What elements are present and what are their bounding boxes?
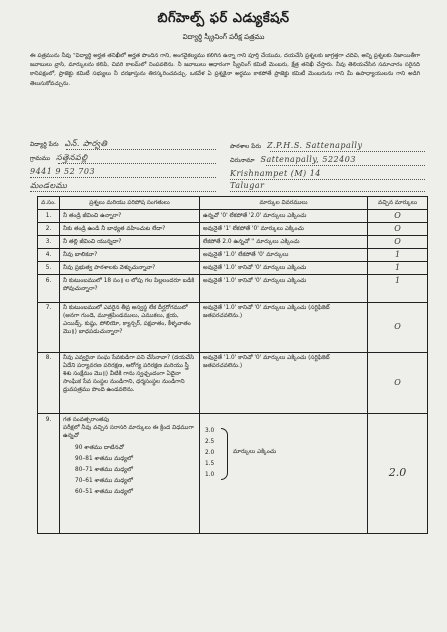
q9-marks-scale	[203, 416, 364, 496]
row-score-value: 1	[394, 262, 401, 272]
district-field[interactable]	[230, 169, 321, 178]
row-number: 6.	[38, 275, 60, 303]
row-question: నీవు ప్రభుత్వ పాఠశాలకు వెళ్ళుచున్నావా?	[60, 262, 200, 275]
village-underline	[58, 163, 216, 164]
row-question: నీవు ఎవ్వరైనా సంఘ సేవకుడిగా పని చేసినావా? (దయచేసి ఏదేని పర్యావరణ పరిరక్షణ, ఆరోగ్య పరిరక్షణ మరియు స్త్రీ శిశు సంక్షేమం మొ॥) వీటికి గాను స్వఛ్చందంగా ఏదైనా సాంఘిక సేవ సంస్థల నుండిగాని, ధర్మసంస్థల నుండిగాని ధ్రువపత్రము పొంది ఉండవలెను.	[60, 352, 200, 413]
row-score-cell[interactable]	[368, 414, 428, 534]
row-question: నీ తల్లి జీవించి యున్నదా?	[60, 236, 200, 249]
table-row	[38, 262, 428, 275]
form-title: బిగ్‌హెల్ప్ ఫర్ ఎడ్యుకేషన్	[157, 11, 290, 26]
table-row	[38, 236, 428, 249]
district2-underline	[230, 191, 425, 192]
row-score-value: O	[394, 321, 401, 331]
student-name-value: ఎన్. పార్వతి	[64, 139, 108, 148]
row-score-cell[interactable]	[368, 236, 428, 249]
school-name-underline	[270, 151, 425, 152]
phone-field[interactable]	[30, 167, 95, 176]
list-item: 90–81 శాతము మధ్యలో	[75, 455, 133, 462]
phone-value: 9441 9 52 703	[30, 167, 96, 176]
col-header-number: వ.సం.	[38, 197, 60, 210]
row-score-value: O	[394, 210, 401, 220]
address-label: చిరునామా	[230, 157, 255, 164]
screening-table	[37, 196, 428, 534]
table-row	[38, 223, 428, 236]
list-item: 70–61 శాతము మధ్యలో	[75, 477, 133, 484]
row-score-value: O	[394, 236, 401, 246]
row-question: నీ కుటుంబములో ఎవరైన తీవ్ర అస్వస్థ లేక దీర్ఘరోగములో (అనగా గుండె, మూత్రపిండములు, ఎముకలు, క్షయ, ఎయిడ్స్, కుష్ఠు, పోలియో, క్యాన్సర్, పక్షవాతం, కీళ్ళవాతం మొ॥) బాధపడుచున్నారా?	[60, 302, 200, 352]
row-score-cell[interactable]	[368, 262, 428, 275]
village-label: గ్రామము	[30, 155, 51, 162]
table-row	[38, 302, 428, 352]
row-marks-detail: అవునైతే '1.0' కానిచో '0' మార్కులు ఎక్కించు (సర్టిఫికెట్ జతపరచవలెను.)	[200, 352, 368, 413]
school-name-label: పాఠశాల పేరు	[230, 143, 262, 150]
q9-percent-list	[63, 443, 196, 498]
q9-value: 2.0	[205, 449, 215, 456]
table-row	[38, 210, 428, 223]
q9-value: 3.0	[205, 427, 215, 434]
row-marks-detail: అవునైతే '1.0' కానిచో '0' మార్కులు ఎక్కించు	[200, 262, 368, 275]
row-score-cell[interactable]	[368, 275, 428, 303]
row-score-value: O	[394, 377, 401, 387]
q9-value: 2.5	[205, 438, 215, 445]
school-name-value: Z.P.H.S. Sattenapally	[267, 141, 363, 150]
row-question: నీకు తండ్రి ఉండి నీ బాధ్యత వహించుట లేదా?	[60, 223, 200, 236]
list-item: 80–71 శాతము మధ్యలో	[75, 466, 133, 473]
row-score-value: 2.0	[388, 465, 407, 479]
row-question	[60, 414, 200, 534]
row-score-value: 1	[394, 275, 401, 285]
address-field[interactable]	[230, 155, 356, 165]
row-score-cell[interactable]	[368, 223, 428, 236]
row-marks-detail: అవునైతే '1.0' కానిచో '0' మార్కులు ఎక్కించు	[200, 275, 368, 303]
q9-heading: గత సంవత్సరాంతపు	[63, 416, 110, 423]
col-header-marks-obtained: వచ్చిన మార్కులు	[368, 197, 428, 210]
row-number: 1.	[38, 210, 60, 223]
mandal-value: మండలము	[30, 181, 68, 190]
q9-values	[205, 426, 221, 481]
district2-field[interactable]	[230, 181, 264, 190]
table-row	[38, 249, 428, 262]
q9-value: 1.5	[205, 460, 215, 467]
student-details	[30, 139, 425, 194]
row-number: 7.	[38, 302, 60, 352]
instructions-paragraph: ఈ పత్రమును నీవు "విద్యార్థి అర్హత తనిఖీలో అర్హత పొందిన గాని, అంగవైకల్యము కలిగిన ఉన్నా గాని పూర్తి చేయుమ, దయచేసి ప్రశ్నలకు జాగ్రత్తగా చదివి, అన్ని ప్రశ్నలకు నిజాయితీగా జవాబులు వ్రాసి, మార్కులను కలిపి, చివరి కాలమ్‌లో నింపవలెను. నీ జవాబులు ఆధారంగా స్క్రీనింగ్ కమిటీ మెంబరు, క్షేత్ర తనిఖీ చేస్తారు. నీవు తెలియచేసిన సమాచారం సరైనది కానిపక్షంలో, ప్రాజెక్టు కమిటీ సభ్యులు నీ దరఖాస్తును తిరస్కరించవచ్చు. ఒకవేళ ఏ ప్రశ్నకైనా అర్థము కాకపోతే ప్రాజెక్టు కమిటీ మెంబరును గాని మీ ఉపాధ్యాయులను గాని అడిగి తెలుసుకోవచ్చును.	[30, 53, 420, 87]
row-number: 2.	[38, 223, 60, 236]
table-row	[38, 352, 428, 413]
row-score-value: O	[394, 223, 401, 233]
row-score-cell[interactable]	[368, 210, 428, 223]
table-row	[38, 414, 428, 534]
address-underline	[266, 165, 425, 166]
row-number: 3.	[38, 236, 60, 249]
row-marks-detail: అవునైతే '1.0' లేకపోతే '0' మార్కులు	[200, 249, 368, 262]
table-row	[38, 275, 428, 303]
brace-shape	[221, 428, 228, 480]
district2-value: Talugar	[230, 181, 265, 190]
row-marks-detail	[200, 414, 368, 534]
district-value: Krishnampet (M) 14	[230, 169, 321, 178]
list-item: 90 శాతము దాటినచో	[75, 444, 124, 451]
row-score-cell[interactable]	[368, 302, 428, 352]
q9-body: పరీక్షలో నీవు వచ్చిన సరాసరి మార్కులు ఈ క్రింద విధముగా ఉన్నచో	[63, 424, 194, 439]
row-marks-detail: అవునైతే '1' లేకపోతే '0' మార్కులు ఎక్కించు	[200, 223, 368, 236]
row-marks-detail: అవునైతే '1.0' కానిచో '0' మార్కులు ఎక్కించు (సర్టిఫికెట్ జతపరచవలెను.)	[200, 302, 368, 352]
address-value: Sattenapally, 522403	[260, 155, 356, 164]
form-subtitle: విద్యార్థి స్క్రీనింగ్ పరీక్ష పత్రము	[182, 33, 265, 41]
col-header-marks-detail: మార్కుల వివరములు	[200, 197, 368, 210]
q9-value: 1.0	[205, 471, 215, 478]
mandal-underline	[30, 191, 216, 192]
phone-underline	[30, 177, 216, 178]
row-score-value: 1	[394, 249, 401, 259]
row-question: నీవు బాలికవా?	[60, 249, 200, 262]
row-number: 8.	[38, 352, 60, 413]
row-number: 5.	[38, 262, 60, 275]
col-header-question: ప్రశ్నలు మరియు పరిపోష సంగతులు	[60, 197, 200, 210]
row-score-cell[interactable]	[368, 249, 428, 262]
row-marks-detail: ఉన్నచో '0' లేకపోతే '2.0' మార్కులు ఎక్కించు	[200, 210, 368, 223]
village-value: సత్తెనపల్లి	[56, 153, 88, 162]
row-question: నీ తండ్రి జీవించి ఉన్నారా?	[60, 210, 200, 223]
row-number: 4.	[38, 249, 60, 262]
row-number: 9.	[38, 414, 60, 534]
row-score-cell[interactable]	[368, 352, 428, 413]
district-underline	[230, 179, 425, 180]
list-item: 60–51 శాతము మధ్యలో	[75, 488, 133, 495]
row-marks-detail: లేకపోతే 2.0 ఉన్నచో '' మార్కులు ఎక్కించు	[200, 236, 368, 249]
school-name-field[interactable]	[230, 141, 362, 151]
student-name-label: విద్యార్థి పేరు	[30, 141, 59, 148]
q9-marks-label: మార్కులు ఎక్కించు	[233, 448, 277, 455]
table-header-row	[38, 197, 428, 210]
student-name-underline	[66, 149, 216, 150]
row-question: నీ కుటుంబములో 18 సం॥ ల లోపు గల పిల్లలందరూ బడికి పోవుచున్నారా?	[60, 275, 200, 303]
